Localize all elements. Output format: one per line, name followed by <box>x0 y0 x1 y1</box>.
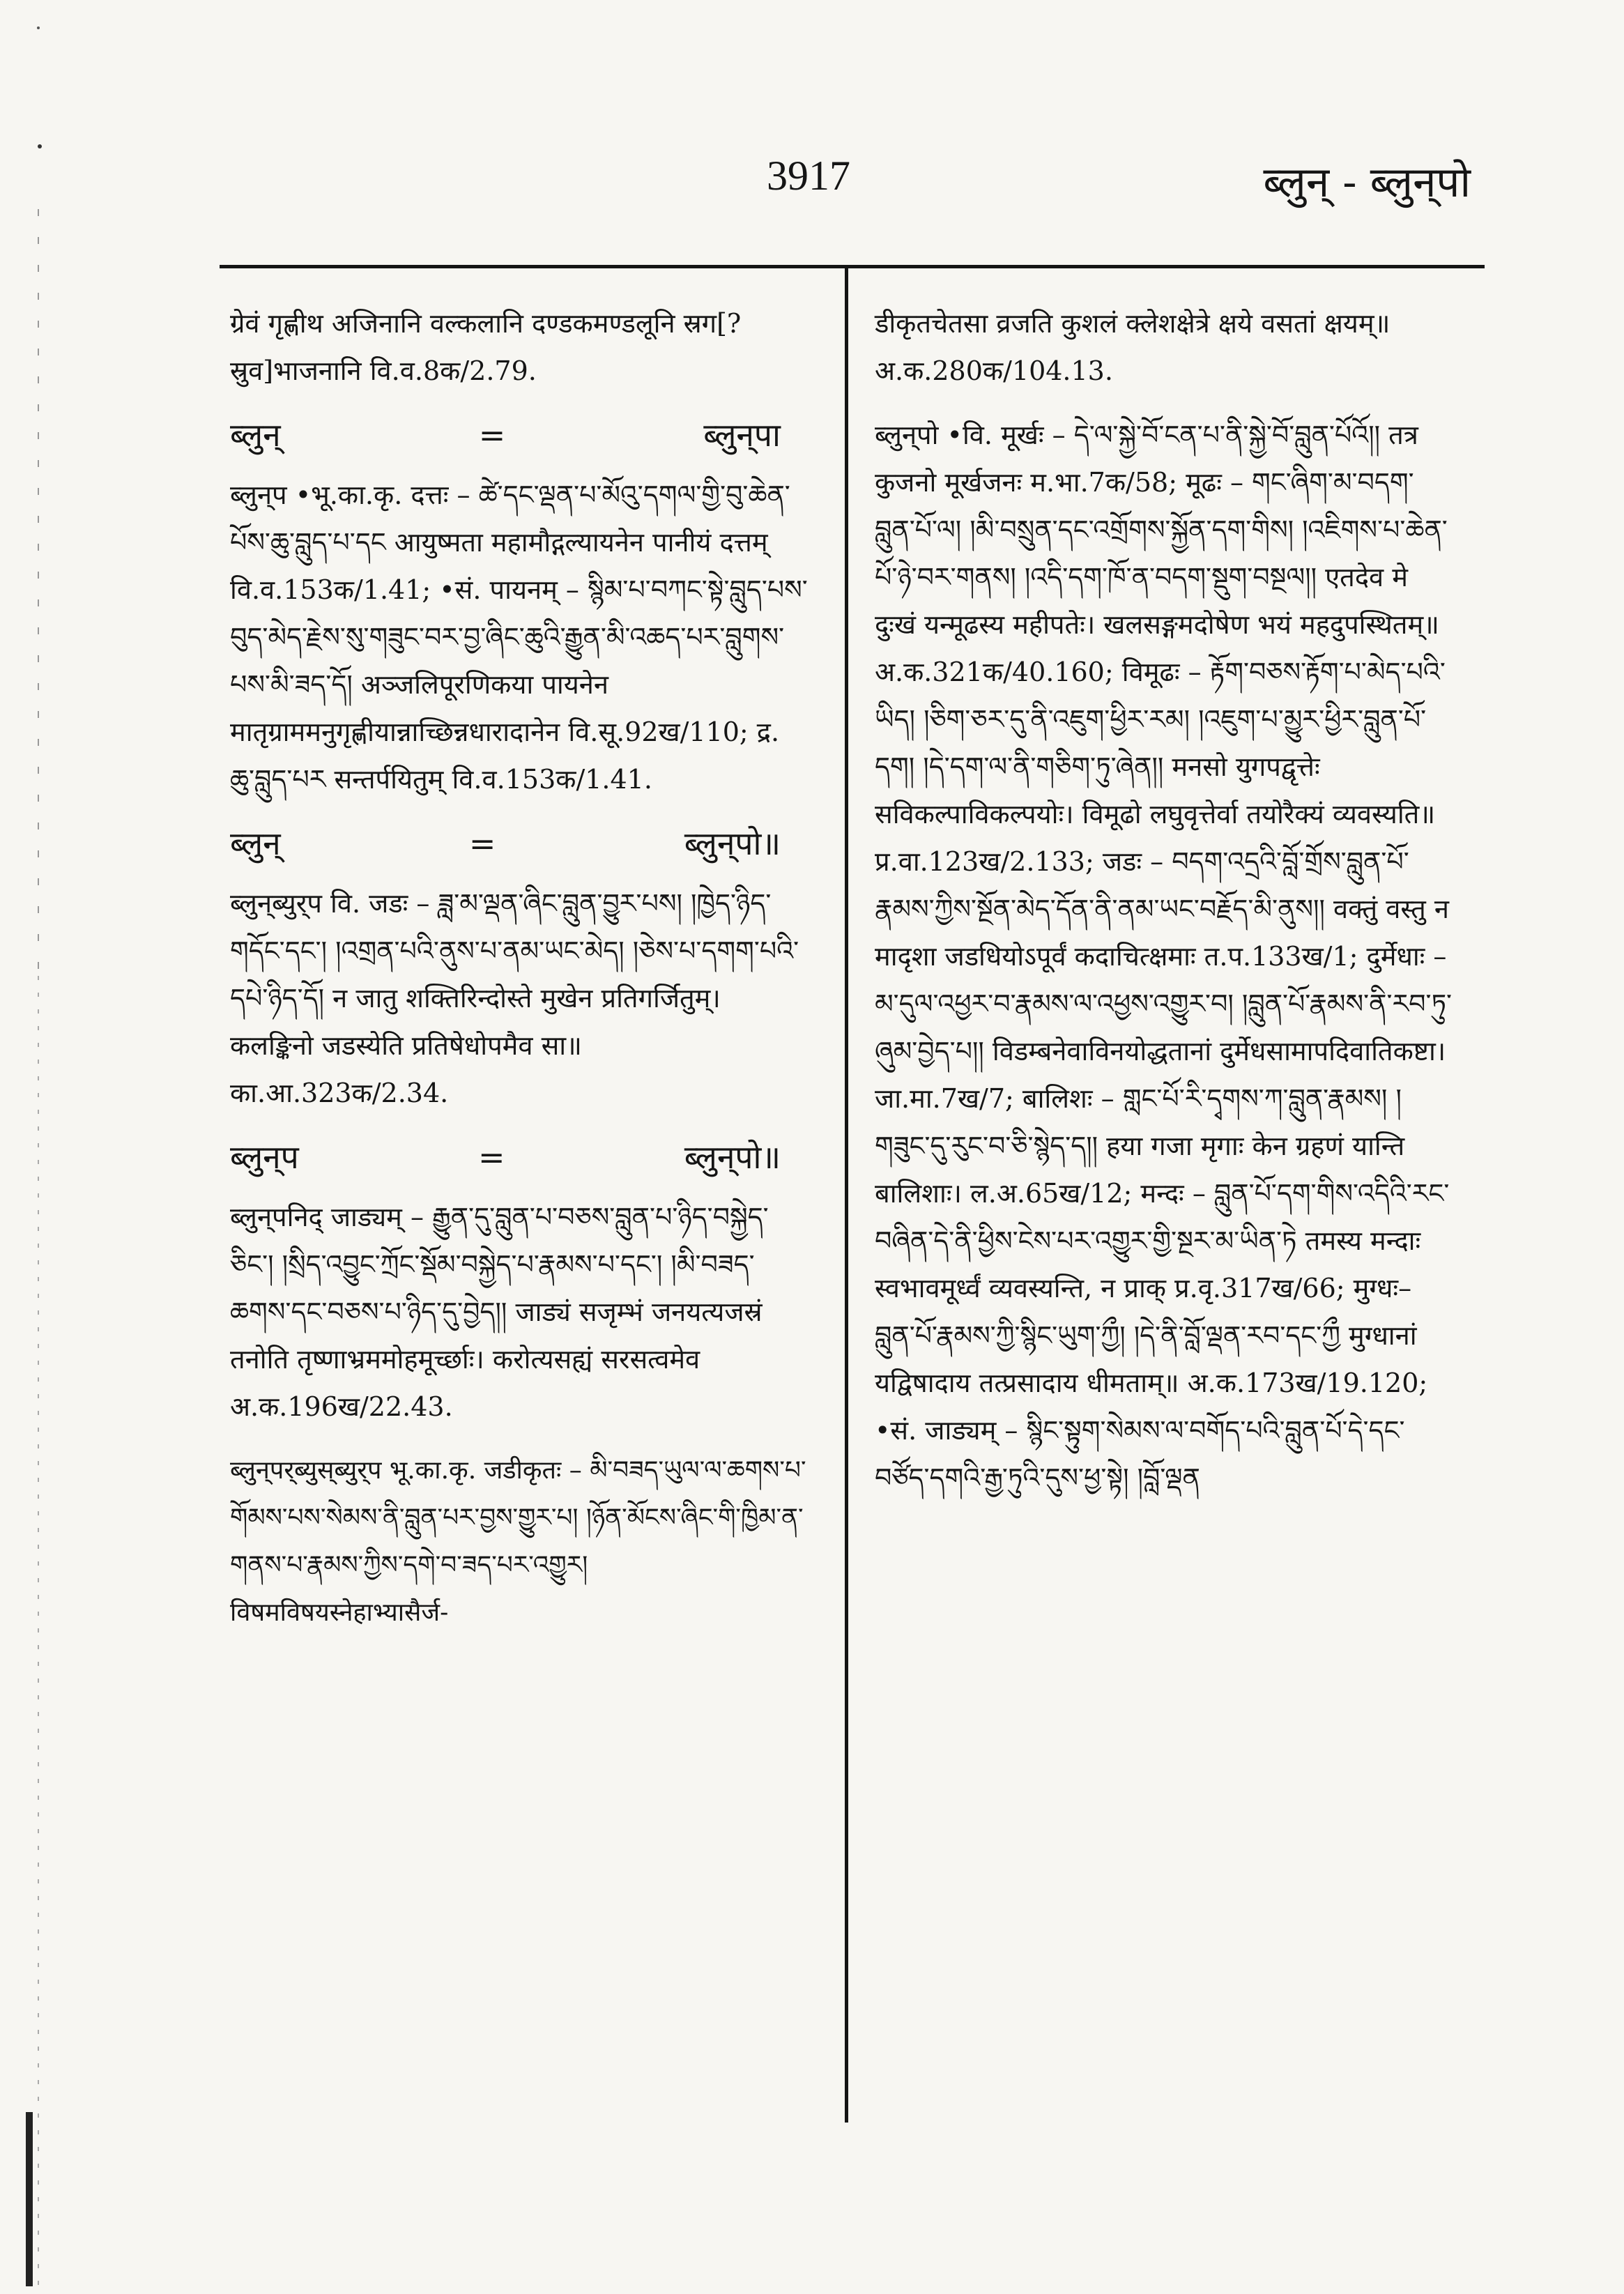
left-column <box>230 300 809 1653</box>
header-rule <box>220 265 1485 268</box>
dictionary-entry: ब्लुन्‌पो •वि. मूर्खः – དེ་ལ་སྐྱེ་བོ་ངན་པ་ནི་སྐྱེ་བོ་བླུན་པོའོ།། तत्र कुजनो मूर्खजनः म.भा.7क/58; मूढः – གང་ཞིག་མ་བདག་བླུན་པོ་ལ། །མི་བསྲུན་དང་འགྲོགས་སྐྱོན་དག་གིས། །འཇིགས་པ་ཆེན་པོ་ཉེ་བར་གནས། །འདི་དག་ཁོ་ན་བདག་སྡུག་བསྔལ།། एतदेव मे दुःखं यन्मूढस्य महीपतेः। खलसङ्गमदोषेण भयं महदुपस्थितम्॥ अ.क.321क/40.160; विमूढः – རྟོག་བཅས་རྟོག་པ་མེད་པའི་ཡིད། །ཅིག་ཅར་དུ་ནི་འཇུག་ཕྱིར་རམ། །འཇུག་པ་མྱུར་ཕྱིར་བླུན་པོ་དག། །དེ་དག་ལ་ནི་གཅིག་ཏུ་ཞེན།། मनसो युगपद्वृत्तेः सविकल्पाविकल्पयोः। विमूढो लघुवृत्तेर्वा तयोरैक्यं व्यवस्यति॥ प्र.वा.123ख/2.133; जडः – བདག་འདྲའི་བློ་གྲོས་བླུན་པོ་རྣམས་ཀྱིས་སྔོན་མེད་དོན་ནི་ནམ་ཡང་བརྗོད་མི་ནུས།། वक्तुं वस्तु न मादृशा जडधियोऽपूर्वं कदाचित्क्षमाः त.प.133ख/1; दुर्मेधाः – མ་དུལ་འཕྱར་བ་རྣམས་ལ་འཕྱས་འགྱུར་བ། །བླུན་པོ་རྣམས་ནི་རབ་ཏུ་ཞུམ་བྱེད་པ།། विडम्बनेवाविनयोद्धतानां दुर्मेधसामापदिवातिकष्टा। जा.मा.7ख/7; बालिशः – གླང་པོ་རི་དྭགས་ཀ་བླུན་རྣམས། །གཟུང་དུ་རུང་བ་ཅི་སྙེད་ད།། हया गजा मृगाः केन ग्रहणं यान्ति बालिशाः। ल.अ.65ख/12; मन्दः – བླུན་པོ་དག་གིས་འདིའི་རང་བཞིན་དེ་ནི་ཕྱིས་ངེས་པར་འགྱུར་གྱི་སྔར་མ་ཡིན་ཏེ तमस्य मन्दाः स्वभावमूर्ध्वं व्यवस्यन्ति, न प्राक् प्र.वृ.317ख/66; मुग्धः– བླུན་པོ་རྣམས་ཀྱི་སྙིང་ཡུག་ཀྱྀ། །དེ་ནི་བློ་ལྡན་རབ་དང་ཀྱྀ मुग्धानां यद्विषादाय तत्प्रसादाय धीमताम्॥ अ.क.173ख/19.120; •सं. जाड्यम् – སྙིང་སྟུག་སེམས་ལ་བགོད་པའི་བླུན་པོ་དེ་དང་བཙོད་དགའི་རྒྱ་ཏུའི་དུས་ཕྱ་སྟེ། །བློ་ལྡན <box>875 420 1453 1493</box>
dictionary-entry: ब्लुन्‌पनिद् जाड्यम् – རྒྱུན་དུ་བླུན་པ་བཅས་བླུན་པ་ཉིད་བསྐྱེད་ཅིང་། །སྲིད་འབྱུང་ཀྲོང་སྡོམ་བསྐྱེད་པ་རྣམས་པ་དང་། །མི་བཟད་ཆགས་དང་བཅས་པ་ཉིད་དུ་བྱེད།། जाड्यं सजृम्भं जनयत्यजस्रं तनोति तृष्णाभ्रममोहमूर्च्छाः। करोत्यसह्यं सरसत्वमेव अ.क.196ख/22.43. <box>230 1202 769 1422</box>
right-column <box>875 300 1453 1518</box>
xref-equals: = <box>477 1138 505 1176</box>
xref-term: ब्लुन्‌ <box>230 416 281 454</box>
xref-term: ब्लुन्‌प <box>230 1138 299 1176</box>
entry-continuation: डीकृतचेतसा व्रजति कुशलं क्लेशक्षेत्रे क्षये वसतां क्षयम्॥ अ.क.280क/104.13. <box>875 308 1391 386</box>
column-divider <box>845 268 848 2123</box>
xref-equals: = <box>478 416 506 454</box>
xref-row <box>230 1133 809 1181</box>
running-head: ब्लुन्‌ - ब्लुन्‌पो <box>1263 158 1471 207</box>
xref-row <box>230 411 809 459</box>
dictionary-entry: ब्लुन्‌प •भू.का.कृ. दत्तः – ཚེ་དང་ལྡན་པ་མོའུ་དགལ་གྱི་བུ་ཆེན་པོས་ཆུ་བླུད་པ་དང आयुष्मता महामौद्गल्यायनेन पानीयं दत्तम् वि.व.153क/1.41; •सं. पायनम् – སྙིམ་པ་བཀང་སྟེ་བླུད་པས་བུད་མེད་རྗེས་སུ་གཟུང་བར་བྱ་ཞིང་ཆུའི་རྒྱུན་མི་འཆད་པར་བླུགས་པས་མི་ཟད་དོ། अञ्जलिपूरणिकया पायनेन मातृग्राममनुगृह्णीयान्नाच्छिन्नधारादानेन वि.सू.92ख/110; द्र. ཆུ་བླུད་པར सन्तर्पयितुम् वि.व.153क/1.41. <box>230 480 808 795</box>
entry-continuation: ग्रेवं गृह्णीथ अजिनानि वल्कलानि दण्डकमण्डलूनि स्रग[?स्रुव]भाजनानि वि.व.8क/2.79. <box>230 308 742 386</box>
dictionary-entry: ब्लुन्‌ब्युर्‌प वि. जडः – ཟླ་མ་ལྡན་ཞིང་བླུན་བྱུར་པས། །ཁྱེད་ཉིད་གདོང་དང་། །འགྲན་པའི་ནུས་པ་ནམ་ཡང་མེད། །ཅེས་པ་དགག་པའི་དཔེ་ཉིད་དོ། न जातु शक्तिरिन्दोस्ते मुखेन प्रतिगर्जितुम्। कलङ्किनो जडस्येति प्रतिषेधोपमैव सा॥ का.आ.323क/2.34. <box>230 888 799 1108</box>
xref-equals: = <box>468 825 496 862</box>
page-number: 3917 <box>767 153 850 199</box>
xref-target: ब्लुन्‌पो॥ <box>684 825 781 862</box>
binding-marks <box>17 0 59 2291</box>
xref-target: ब्लुन्‌पा <box>703 416 781 454</box>
dictionary-entry: ब्लुन्‌पर्‌ब्युस्‌ब्युर्‌प भू.का.कृ. जडीकृतः – མི་བཟད་ཡུལ་ལ་ཆགས་པ་གོམས་པས་སེམས་ནི་བླུན་པར་བྱས་གྱུར་པ། །ཉོན་མོངས་ཞིང་གི་ཁྱིམ་ན་གནས་པ་རྣམས་ཀྱིས་དགེ་བ་ཟད་པར་འགྱུར། विषमविषयस्नेहाभ्यासैर्ज- <box>230 1456 806 1627</box>
xref-term: ब्लुन् <box>230 825 281 862</box>
xref-target: ब्लुन्‌पो॥ <box>684 1138 781 1176</box>
xref-row <box>230 820 809 867</box>
